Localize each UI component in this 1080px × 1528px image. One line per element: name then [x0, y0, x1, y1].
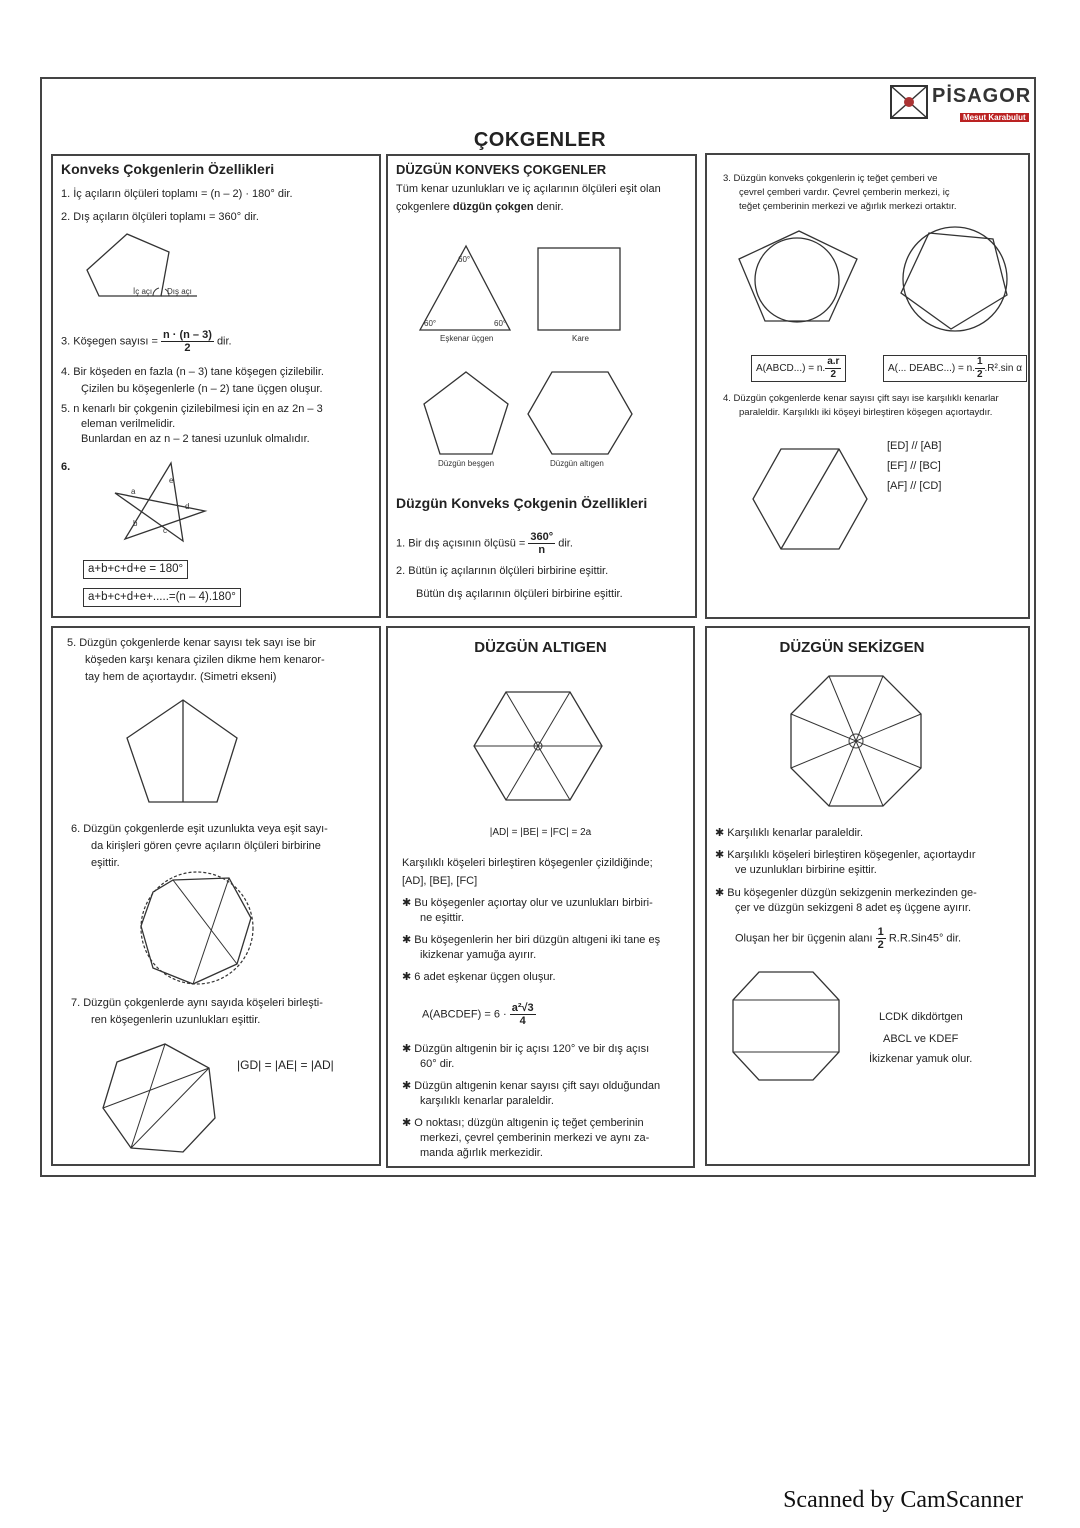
bullet-1b: ne eşittir.: [420, 912, 465, 924]
svg-text:b: b: [133, 519, 138, 528]
feature-1: 1. Bir dış açısının ölçüsü = $\frac{360^\circ}{n}$ dir.: [396, 531, 573, 556]
panel-cember: [705, 153, 1030, 619]
result-1: LCDK dikdörtgen: [879, 1011, 963, 1023]
svg-text:60°: 60°: [458, 255, 471, 264]
bullet-4a: ✱ Düzgün altıgenin bir iç açısı 120° ve bir dış açısı: [402, 1043, 650, 1055]
area-formula-2: A(... DEABC...) = n. $\frac{1}{2}$ .R².sin α: [883, 355, 1027, 382]
diagonal-equation: |AD| = |BE| = |FC| = 2a: [489, 827, 592, 838]
item-3c: teğet çemberinin merkezi ve ağırlık merkezi ortaktır.: [739, 201, 957, 212]
bullet-4b: 60° dir.: [420, 1058, 455, 1070]
logo-subtitle: Mesut Karabulut: [960, 113, 1029, 122]
bullet-3: ✱ 6 adet eşkenar üçgen oluşur.: [402, 971, 556, 983]
item-6b: da kirişleri gören çevre açıların ölçüleri birbirine: [91, 840, 321, 852]
bullet-3b: çer ve düzgün sekizgeni 8 adet eş üçgene ayırır.: [735, 902, 972, 914]
svg-text:d: d: [185, 502, 190, 511]
bullet-2b: ikizkenar yamuğa ayırır.: [420, 949, 537, 961]
page-title: ÇOKGENLER: [473, 129, 607, 151]
svg-text:c: c: [163, 526, 167, 535]
item-6c: eşittir.: [91, 857, 120, 869]
desc-line-1: Tüm kenar uzunlukları ve iç açılarının ölçüleri eşit olan: [396, 183, 661, 195]
octagon-rectangle-figure: [719, 968, 859, 1108]
regular-polygons-figure: [388, 232, 688, 472]
item-7b: ren köşegenlerin uzunlukları eşittir.: [91, 1014, 261, 1026]
hexagon-parallel-figure: [747, 445, 887, 555]
item-3: 3. Köşegen sayısı = $\frac{n \cdot (n - 3)}{2}$ dir.: [61, 329, 232, 354]
item-1: 1. İç açıların ölçüleri toplamı = (n – 2) · 180° dir.: [61, 188, 293, 200]
pentagon-symmetry-figure: [117, 694, 247, 814]
logo-mark-icon: [890, 85, 930, 121]
item-6a: 6. Düzgün çokgenlerde eşit uzunlukta veya eşit sayı-: [71, 823, 328, 835]
panel-duzgun-altigen: [386, 626, 695, 1168]
svg-text:60°: 60°: [494, 319, 507, 328]
cap-tri: Eşkenar üçgen: [440, 334, 494, 343]
item-3a: 3. Düzgün konveks çokgenlerin iç teğet çemberi ve: [723, 173, 938, 184]
bullet-2b: ve uzunlukları birbirine eşittir.: [735, 864, 877, 876]
item-4a: 4. Bir köşeden en fazla (n – 3) tane köşegen çizilebilir.: [61, 366, 324, 378]
bullet-6b: merkezi, çevrel çemberinin merkezi ve aynı za-: [420, 1132, 650, 1144]
panel-heading: Konveks Çokgenlerin Özellikleri: [61, 161, 275, 177]
incircle-circumcircle-figure: [707, 223, 1027, 343]
cap-hex: Düzgün altıgen: [550, 459, 604, 468]
worksheet: [40, 77, 1036, 1177]
parallel-1: [ED] // [AB]: [887, 440, 942, 452]
cap-sq: Kare: [572, 334, 589, 343]
panel-heading: DÜZGÜN SEKİZGEN: [779, 639, 925, 656]
bullet-5b: karşılıklı kenarlar paraleldir.: [420, 1095, 554, 1107]
bullet-2a: ✱ Bu köşegenlerin her biri düzgün altıgeni iki tane eş: [402, 934, 661, 946]
bullet-1a: ✱ Bu köşegenler açıortay olur ve uzunlukları birbiri-: [402, 897, 653, 909]
cap-pent: Düzgün beşgen: [438, 459, 495, 468]
item-4b: paraleldir. Karşılıklı iki köşeyi birleştiren köşegen açıortaydır.: [739, 407, 993, 418]
result-2: ABCL ve KDEF: [883, 1033, 959, 1045]
parallel-3: [AF] // [CD]: [887, 480, 942, 492]
item-3b: çevrel çemberi vardır. Çevrel çemberin merkezi, iç: [739, 187, 950, 198]
star-sum-box: a+b+c+d+e = 180°: [83, 560, 188, 579]
feature-2b: Bütün dış açılarının ölçüleri birbirine eşittir.: [416, 588, 623, 600]
item-4b: Çizilen bu köşegenlerle (n – 2) tane üçgen oluşur.: [81, 383, 323, 395]
svg-text:e: e: [169, 476, 174, 485]
item-5c: tay hem de açıortaydır. (Simetri ekseni): [85, 671, 277, 683]
item-7a: 7. Düzgün çokgenlerde aynı sayıda köşeleri birleşti-: [71, 997, 323, 1009]
area-formula: A(ABCDEF) = 6 · $\frac{\text{a²√3}}{4}$: [422, 1002, 534, 1027]
svg-text:a: a: [131, 487, 136, 496]
item-4a: 4. Düzgün çokgenlerde kenar sayısı çift sayı ise karşılıklı kenarlar: [723, 393, 999, 404]
item-6: 6.: [61, 461, 71, 473]
area-formula-1: A(ABCD...) = n. $\frac{a.r}{2}$: [751, 355, 846, 382]
bullet-6c: manda ağırlık merkezidir.: [420, 1147, 543, 1159]
bullet-3a: ✱ Bu köşegenler düzgün sekizgenin merkezinden ge-: [715, 887, 977, 899]
text-1: Karşılıklı köşeleri birleştiren köşegenler çizildiğinde;: [402, 857, 653, 869]
svg-text:60°: 60°: [424, 319, 437, 328]
ic-aci-label: İç açı: [133, 287, 153, 296]
star-general-box: a+b+c+d+e+.....=(n – 4).180°: [83, 588, 241, 607]
panel-heading: DÜZGÜN ALTIGEN: [474, 639, 607, 656]
desc-line-2: çokgenlere düzgün çokgen denir.: [396, 201, 564, 213]
logo: [890, 83, 1036, 127]
triangle-area: Oluşan her bir üçgenin alanı $\frac{1}{2}$ R.R.Sin45° dir.: [735, 926, 962, 951]
result-3: İkizkenar yamuk olur.: [869, 1053, 973, 1065]
circle-chords-figure: [133, 870, 273, 990]
logo-text: PİSAGOR: [932, 85, 1032, 107]
dis-aci-label: Dış açı: [167, 287, 192, 296]
octagon-diagonals-figure: [777, 668, 937, 818]
panel-tek-cift: [51, 626, 381, 1166]
item-5a: 5. Düzgün çokgenlerde kenar sayısı tek sayı ise bir: [67, 637, 316, 649]
item-5b: köşeden karşı kenara çizilen dikme hem kenaror-: [85, 654, 325, 666]
text-2: [AD], [BE], [FC]: [402, 875, 478, 887]
panel-duzgun-sekizgen: [705, 626, 1030, 1166]
panel-duzgun-konveks: [386, 154, 697, 618]
feature-2a: 2. Bütün iç açılarının ölçüleri birbirine eşittir.: [396, 565, 609, 577]
parallel-2: [EF] // [BC]: [887, 460, 941, 472]
item-5a: 5. n kenarlı bir çokgenin çizilebilmesi için en az 2n – 3: [61, 403, 323, 415]
item-2: 2. Dış açıların ölçüleri toplamı = 360° dir.: [61, 211, 259, 223]
bullet-1: ✱ Karşılıklı kenarlar paraleldir.: [715, 827, 864, 839]
item-5b: eleman verilmelidir.: [81, 418, 176, 430]
item-5c: Bunlardan en az n – 2 tanesi uzunluk olmalıdır.: [81, 433, 310, 445]
star-figure: [111, 461, 221, 551]
footer-watermark: Scanned by CamScanner: [783, 1487, 1023, 1513]
panel-heading: DÜZGÜN KONVEKS ÇOKGENLER: [396, 162, 607, 177]
bullet-5a: ✱ Düzgün altıgenin kenar sayısı çift sayı olduğundan: [402, 1080, 661, 1092]
hexagon-triangles-figure: [462, 684, 622, 814]
subheading: Düzgün Konveks Çokgenin Özellikleri: [396, 495, 648, 511]
equal-diagonals: |GD| = |AE| = |AD|: [237, 1058, 334, 1072]
heptagon-diagonals-figure: [97, 1040, 227, 1160]
bullet-2a: ✱ Karşılıklı köşeleri birleştiren köşegenler, açıortaydır: [715, 849, 976, 861]
pentagon-angles-figure: [77, 230, 217, 310]
bullet-6a: ✱ O noktası; düzgün altıgenin iç teğet çemberinin: [402, 1117, 644, 1129]
panel-konveks-ozellikler: [51, 154, 381, 618]
